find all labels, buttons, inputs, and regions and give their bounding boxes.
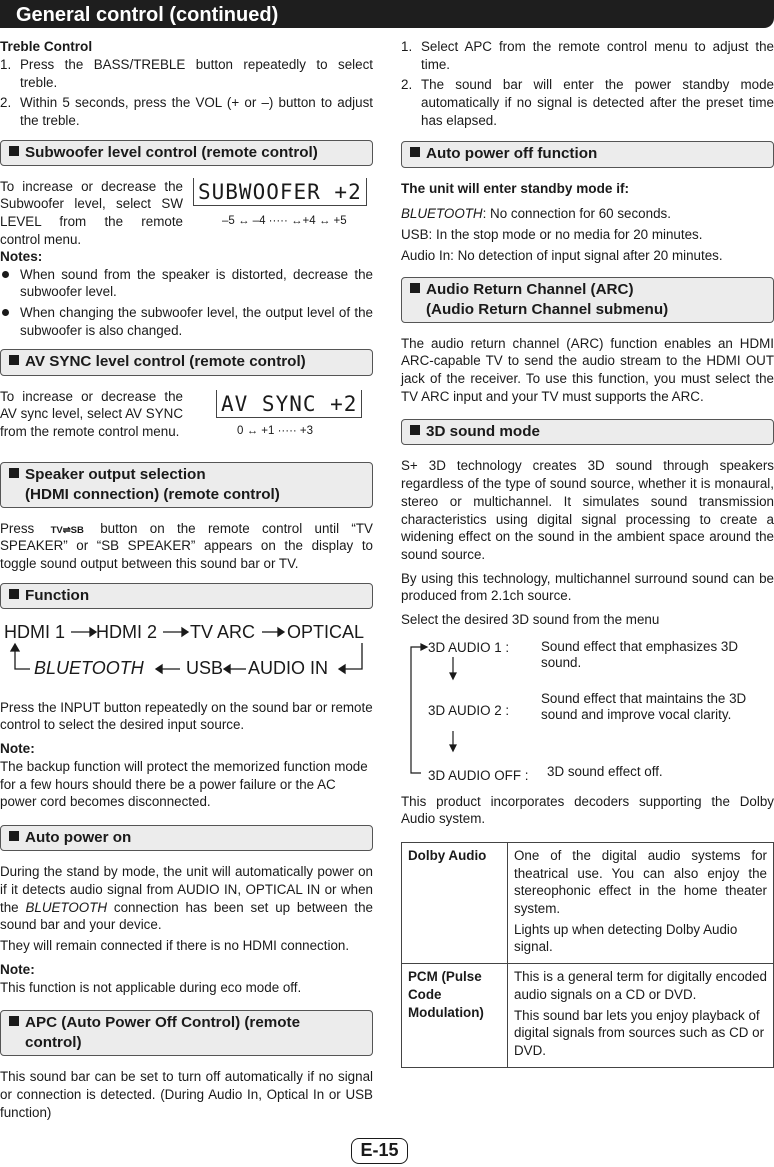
section-auto-power-off: Auto power off function bbox=[401, 141, 774, 167]
speaker-output-desc: Press TV⇌SB button on the remote control until “TV SPEAKER” or “SB SPEAKER” appears on the display to toggle sound output between this sound bar or TV. bbox=[0, 520, 373, 571]
list-item: When sound from the speaker is distorted, decrease the subwoofer level. bbox=[0, 266, 373, 301]
audio-format-table bbox=[401, 842, 774, 1068]
auto-power-on-desc-2: They will remain connected if there is no HDMI connection. bbox=[0, 937, 350, 953]
apc-desc: This sound bar can be set to turn off automatically if no signal or connection is detected. (During Audio In, Optical In or USB function) bbox=[0, 1069, 373, 1120]
treble-steps bbox=[0, 56, 373, 130]
flow-usb: USB bbox=[186, 657, 224, 678]
subwoofer-lcd-display: SUBWOOFER +2 bbox=[193, 178, 367, 206]
section-subwoofer: Subwoofer level control (remote control) bbox=[0, 140, 373, 166]
avsync-scale: 0 ↔ +1 ····· +3 bbox=[237, 424, 314, 437]
flow-hdmi2: HDMI 2 bbox=[96, 621, 158, 642]
list-item: When changing the subwoofer level, the output level of the subwoofer is also changed. bbox=[0, 304, 373, 339]
subwoofer-notes-label: Notes: bbox=[0, 248, 43, 264]
table-row bbox=[402, 964, 774, 1067]
page-header-bar bbox=[0, 0, 774, 28]
3d-audio-1-desc: Sound effect that emphasizes 3D sound. bbox=[541, 638, 739, 671]
table-cell-value: One of the digital audio systems for theatrical use. You can also enjoy the stereophonic effect in the home theater system. Lights up when detecting Dolby Audio signal. bbox=[508, 843, 774, 964]
subwoofer-notes bbox=[0, 266, 373, 340]
auto-power-off-audio-in: Audio In: No detection of input signal after 20 minutes. bbox=[401, 247, 723, 263]
auto-power-on-desc: During the stand by mode, the unit will automatically power on if it detects audio signal from AUDIO IN, OPTICAL IN or when the BLUETOOTH connection has been set up between the sound bar and your device. bbox=[0, 864, 373, 933]
treble-heading: Treble Control bbox=[0, 39, 93, 54]
flow-tv-arc: TV ARC bbox=[190, 621, 256, 642]
list-item: 1. Press the BASS/TREBLE button repeatedly to select treble. bbox=[0, 56, 373, 90]
dolby-desc: This product incorporates decoders supporting the Dolby Audio system. bbox=[401, 793, 774, 827]
table-row bbox=[402, 843, 774, 964]
page-title: General control (continued) bbox=[16, 4, 279, 26]
function-note-label: Note: bbox=[0, 741, 35, 757]
3d-audio-2-desc: Sound effect that maintains the 3D sound and improve vocal clarity. bbox=[541, 690, 747, 723]
square-bullet-icon bbox=[9, 355, 19, 365]
table-cell-key: PCM (Pulse Code Modulation) bbox=[402, 964, 508, 1067]
flow-optical: OPTICAL bbox=[287, 621, 365, 642]
auto-power-on-note-label: Note: bbox=[0, 961, 35, 977]
flow-bluetooth: BLUETOOTH bbox=[34, 657, 144, 678]
3d-audio-off-label: 3D AUDIO OFF : bbox=[428, 767, 529, 783]
table-cell-value: This is a general term for digitally encoded audio signals on a CD or DVD. This sound bar lets you enjoy playback of digital signals from sources such as CD or DVD. bbox=[508, 964, 774, 1067]
avsync-lcd-display: AV SYNC +2 bbox=[216, 390, 362, 418]
tv-sb-button-icon: TV⇌SB bbox=[50, 524, 84, 536]
section-avsync: AV SYNC level control (remote control) bbox=[0, 349, 373, 375]
function-desc: Press the INPUT button repeatedly on the sound bar or remote control to select the desired input source. bbox=[0, 699, 373, 733]
auto-power-on-note: This function is not applicable during eco mode off. bbox=[0, 979, 302, 995]
square-bullet-icon bbox=[410, 147, 420, 157]
section-function: Function bbox=[0, 583, 373, 609]
3d-audio-2-label: 3D AUDIO 2 : bbox=[428, 702, 510, 718]
subwoofer-desc: To increase or decrease the Subwoofer level, select SW LEVEL from the remote control menu. bbox=[0, 178, 183, 247]
apc-steps bbox=[401, 38, 774, 129]
square-bullet-icon bbox=[410, 425, 420, 435]
avsync-desc: To increase or decrease the AV sync level, select AV SYNC from the remote control menu. bbox=[0, 388, 183, 439]
flow-audio-in: AUDIO IN bbox=[248, 657, 329, 678]
square-bullet-icon bbox=[9, 589, 19, 599]
square-bullet-icon bbox=[9, 468, 19, 478]
list-item: 2. The sound bar will enter the power standby mode automatically if no signal is detected after the preset time has elapsed. bbox=[401, 77, 774, 128]
square-bullet-icon bbox=[410, 283, 420, 293]
section-arc: Audio Return Channel (ARC) (Audio Return Channel submenu) bbox=[401, 277, 774, 323]
section-auto-power-on: Auto power on bbox=[0, 825, 373, 851]
subwoofer-display-row bbox=[0, 178, 373, 246]
section-speaker-output: Speaker output selection (HDMI connection) (remote control) bbox=[0, 462, 373, 508]
bullet-icon bbox=[2, 309, 9, 316]
3d-audio-menu-diagram bbox=[401, 635, 774, 785]
right-column bbox=[401, 38, 774, 1068]
auto-power-off-usb: USB: In the stop mode or no media for 20 minutes. bbox=[401, 227, 703, 243]
list-item: 2. Within 5 seconds, press the VOL (+ or –) button to adjust the treble. bbox=[0, 95, 373, 128]
3d-audio-1-label: 3D AUDIO 1 : bbox=[428, 639, 510, 655]
square-bullet-icon bbox=[9, 831, 19, 841]
3d-sound-desc-1: S+ 3D technology creates 3D sound through speakers regardless of the type of sound source, whether it is monaural, stereo or multichannel. It simulates sound transmission characteristics using digital signal processing to create a widening effect on the sound in the ambient space around the sound source. bbox=[401, 458, 774, 562]
section-3d-sound: 3D sound mode bbox=[401, 419, 774, 445]
function-note: The backup function will protect the memorized function mode for a few hours should there be a power failure or the AC power cord becomes disconnected. bbox=[0, 759, 368, 810]
flow-hdmi1: HDMI 1 bbox=[4, 621, 66, 642]
bullet-icon bbox=[2, 271, 9, 278]
auto-power-off-heading: The unit will enter standby mode if: bbox=[401, 180, 630, 196]
section-apc: APC (Auto Power Off Control) (remote control) bbox=[0, 1010, 373, 1056]
input-flow-diagram bbox=[0, 621, 373, 689]
3d-audio-off-desc: 3D sound effect off. bbox=[547, 763, 663, 779]
avsync-display-row bbox=[0, 388, 373, 456]
3d-sound-desc-2: By using this technology, multichannel surround sound can be produced from 2.1ch source. bbox=[401, 570, 774, 604]
square-bullet-icon bbox=[9, 1016, 19, 1026]
arc-desc: The audio return channel (ARC) function enables an HDMI ARC-capable TV to send the audio stream to the HDMI OUT jack of the receiver. To use this function, you must select the TV ARC input and your TV must supports the ARC. bbox=[401, 335, 774, 404]
3d-sound-desc-3: Select the desired 3D sound from the menu bbox=[401, 611, 660, 627]
left-column bbox=[0, 38, 373, 1124]
square-bullet-icon bbox=[9, 146, 19, 156]
auto-power-off-bluetooth: BLUETOOTH: No connection for 60 seconds. bbox=[401, 206, 671, 222]
list-item: 1. Select APC from the remote control menu to adjust the time. bbox=[401, 39, 774, 72]
subwoofer-scale: –5 ↔ –4 ····· ↔+4 ↔ +5 bbox=[222, 214, 347, 227]
page-number: E-15 bbox=[351, 1138, 408, 1164]
table-cell-key: Dolby Audio bbox=[402, 843, 508, 964]
